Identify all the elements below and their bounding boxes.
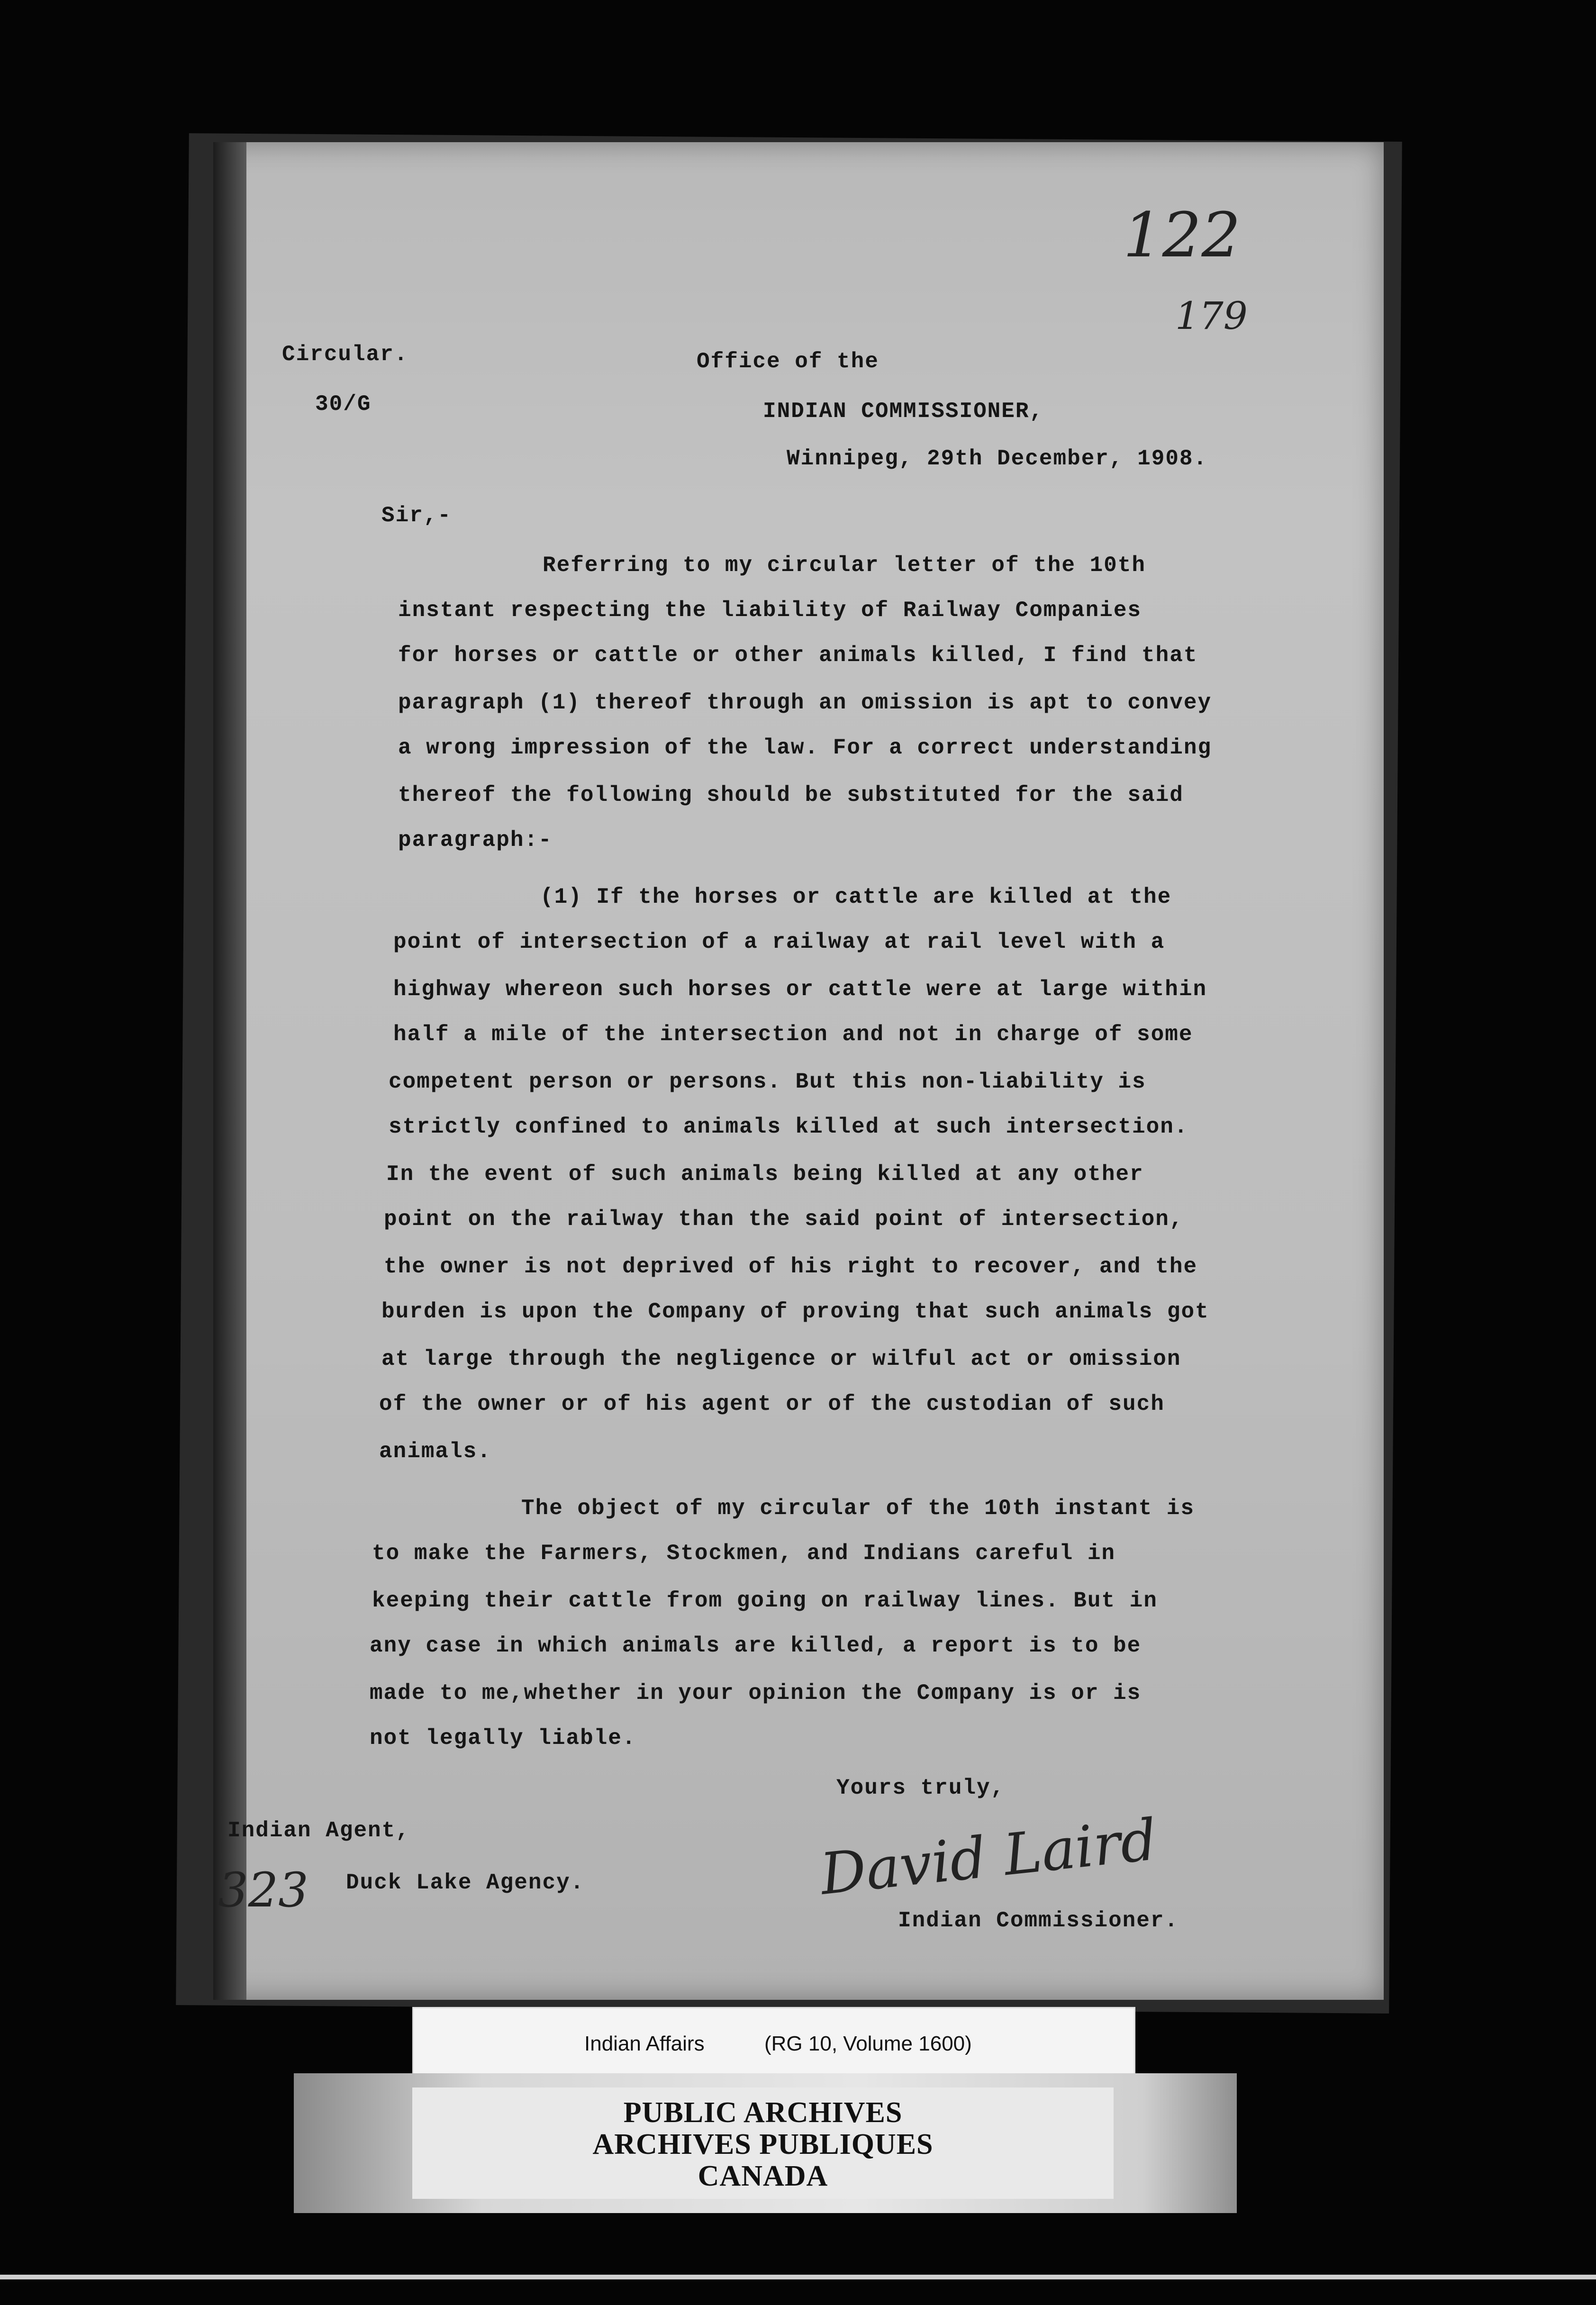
stamp-line-1: PUBLIC ARCHIVES [623,2096,903,2129]
body-line: not legally liable. [370,1726,636,1751]
place-date: Winnipeg, 29th December, 1908. [787,446,1208,471]
circular-number: 30/G [315,392,372,417]
body-line: thereof the following should be substituted for the said [398,783,1184,808]
stamp-line-2: ARCHIVES PUBLIQUES [592,2128,934,2160]
body-line: animals. [379,1439,491,1464]
recipient-title: Indian Agent, [227,1818,410,1843]
handwritten-margin-number: 323 [218,1862,308,1918]
body-line: paragraph:- [398,828,553,853]
body-line: strictly confined to animals killed at such intersection. [389,1115,1188,1139]
body-line: keeping their cattle from going on railway lines. But in [372,1588,1158,1613]
commissioner-line: INDIAN COMMISSIONER, [763,399,1044,424]
archive-series: Indian Affairs [584,2032,705,2055]
body-line: to make the Farmers, Stockmen, and Indians careful in [372,1541,1116,1566]
archive-reference: (RG 10, Volume 1600) [764,2032,972,2055]
handwritten-page-number: 122 [1123,199,1241,271]
body-line: (1) If the horses or cattle are killed at the [540,885,1172,909]
document-page [213,142,1384,2000]
body-line: point on the railway than the said point of intersection, [384,1207,1184,1232]
handwritten-folio-number: 179 [1175,294,1248,338]
page-edge-shadow [213,142,246,2000]
signer-title: Indian Commissioner. [898,1908,1179,1933]
office-line: Office of the [697,349,879,374]
signature: David Laird [817,1807,1160,1908]
archive-stamp [412,2087,1114,2199]
archive-stamp-holder [294,2073,1237,2213]
body-line: highway whereon such horses or cattle were at large within [393,977,1207,1002]
recipient-agency: Duck Lake Agency. [346,1870,585,1895]
salutation: Sir,- [381,503,452,528]
body-line: In the event of such animals being killed at any other [386,1162,1144,1187]
body-line: half a mile of the intersection and not in charge of some [393,1022,1193,1047]
body-line: The object of my circular of the 10th instant is [521,1496,1195,1521]
body-line: competent person or persons. But this non-liability is [389,1070,1146,1094]
stamp-line-3: CANADA [698,2160,828,2192]
body-line: made to me,whether in your opinion the Company is or is [370,1681,1142,1706]
body-line: at large through the negligence or wilful act or omission [381,1347,1181,1371]
circular-label: Circular. [282,342,408,367]
body-line: instant respecting the liability of Railway Companies [398,598,1142,623]
archive-label [412,2007,1135,2078]
body-line: paragraph (1) thereof through an omission is apt to convey [398,690,1212,715]
body-line: of the owner or of his agent or of the custodian of such [379,1392,1165,1416]
body-line: any case in which animals are killed, a report is to be [370,1633,1142,1658]
closing: Yours truly, [836,1776,1005,1800]
body-line: a wrong impression of the law. For a correct understanding [398,735,1212,760]
body-line: Referring to my circular letter of the 10th [543,553,1146,578]
body-line: the owner is not deprived of his right to recover, and the [384,1254,1198,1279]
bottom-rule [0,2275,1596,2279]
body-line: point of intersection of a railway at rail level with a [393,930,1165,954]
body-line: for horses or cattle or other animals killed, I find that [398,643,1198,668]
body-line: burden is upon the Company of proving that such animals got [381,1299,1209,1324]
